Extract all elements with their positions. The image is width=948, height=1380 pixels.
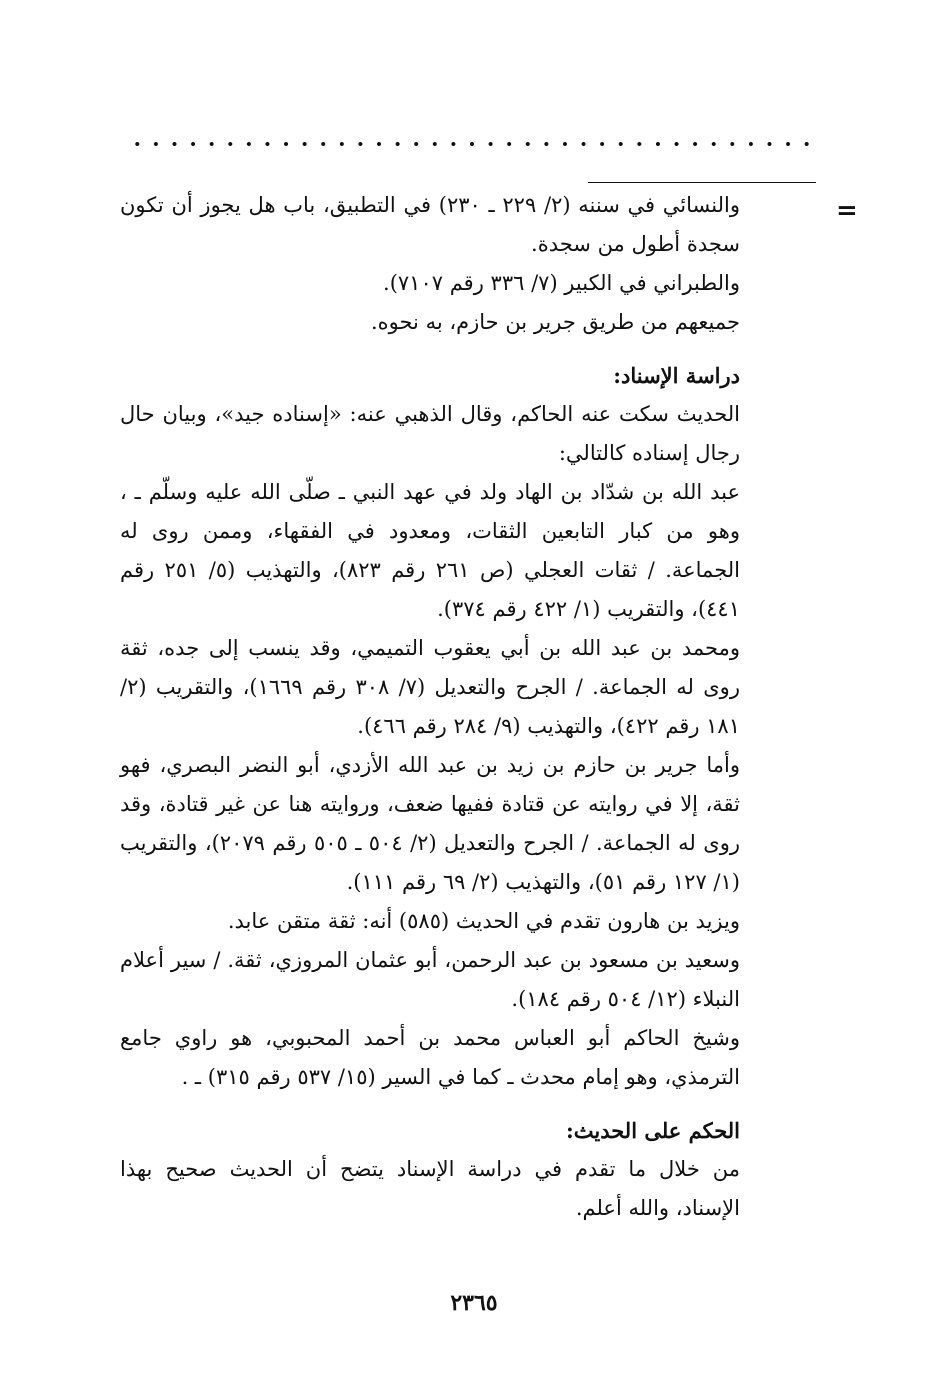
- isnad-paragraph: وأما جرير بن حازم بن زيد بن عبد الله الأزدي، أبو النضر البصري، فهو ثقة، إلا في روايته عن قتادة ففيها ضعف، وروايته هنا عن غير قتادة، وقد روى له الجماعة. / الجرح والتعديل (٢/ ٥٠٤ ـ ٥٠٥ رقم ٢٠٧٩)، والتقريب (١/ ١٢٧ رقم ٥١)، والتهذيب (٢/ ٦٩ رقم ١١١).: [120, 753, 740, 894]
- isnad-paragraph: عبد الله بن شدّاد بن الهاد ولد في عهد النبي ـ صلّى الله عليه وسلّم ـ ، وهو من كبار التابعين الثقات، ومعدود في الفقهاء، وممن روى له الجماعة. / ثقات العجلي (ص ٢٦١ رقم ٨٢٣)، والتهذيب (٥/ ٢٥١ رقم ٤٤١)، والتقريب (١/ ٤٢٢ رقم ٣٧٤).: [120, 480, 740, 621]
- isnad-paragraph: وشيخ الحاكم أبو العباس محمد بن أحمد المحبوبي، هو راوي جامع الترمذي، وهو إمام محدث ـ كما في السير (١٥/ ٥٣٧ رقم ٣١٥) ـ .: [120, 1026, 740, 1089]
- isnad-paragraph: ومحمد بن عبد الله بن أبي يعقوب التميمي، وقد ينسب إلى جده، ثقة روى له الجماعة. / الجرح والتعديل (٧/ ٣٠٨ رقم ١٦٦٩)، والتقريب (٢/ ١٨١ رقم ٤٢٢)، والتهذيب (٩/ ٢٨٤ رقم ٤٦٦).: [120, 636, 740, 738]
- ruling-heading: الحكم على الحديث:: [566, 1118, 740, 1143]
- footnote-line: والنسائي في سننه (٢/ ٢٢٩ ـ ٢٣٠) في التطبيق، باب هل يجوز أن تكون سجدة أطول من سجدة.: [120, 193, 740, 256]
- ruling-text: من خلال ما تقدم في دراسة الإسناد يتضح أن الحديث صحيح بهذا الإسناد، والله أعلم.: [120, 1157, 740, 1220]
- isnad-paragraph: وسعيد بن مسعود بن عبد الرحمن، أبو عثمان المروزي، ثقة. / سير أعلام النبلاء (١٢/ ٥٠٤ رقم ١٨٤).: [120, 948, 740, 1011]
- isnad-paragraph: ويزيد بن هارون تقدم في الحديث (٥٨٥) أنه: ثقة متقن عابد.: [227, 909, 740, 933]
- page-number: ٢٣٦٥: [450, 1290, 498, 1316]
- dotted-separator: [128, 140, 818, 148]
- page-body: [120, 186, 740, 1228]
- isnad-paragraph: الحديث سكت عنه الحاكم، وقال الذهبي عنه: «إسناده جيد»، وبيان حال رجال إسناده كالتالي:: [120, 402, 740, 465]
- footnote-line: جميعهم من طريق جرير بن حازم، به نحوه.: [370, 310, 740, 334]
- footnote-rule: [588, 182, 816, 183]
- footnote-line: والطبراني في الكبير (٧/ ٣٣٦ رقم ٧١٠٧).: [383, 271, 740, 295]
- continuation-mark: =: [836, 196, 858, 226]
- isnad-study-heading: دراسة الإسناد:: [613, 363, 740, 388]
